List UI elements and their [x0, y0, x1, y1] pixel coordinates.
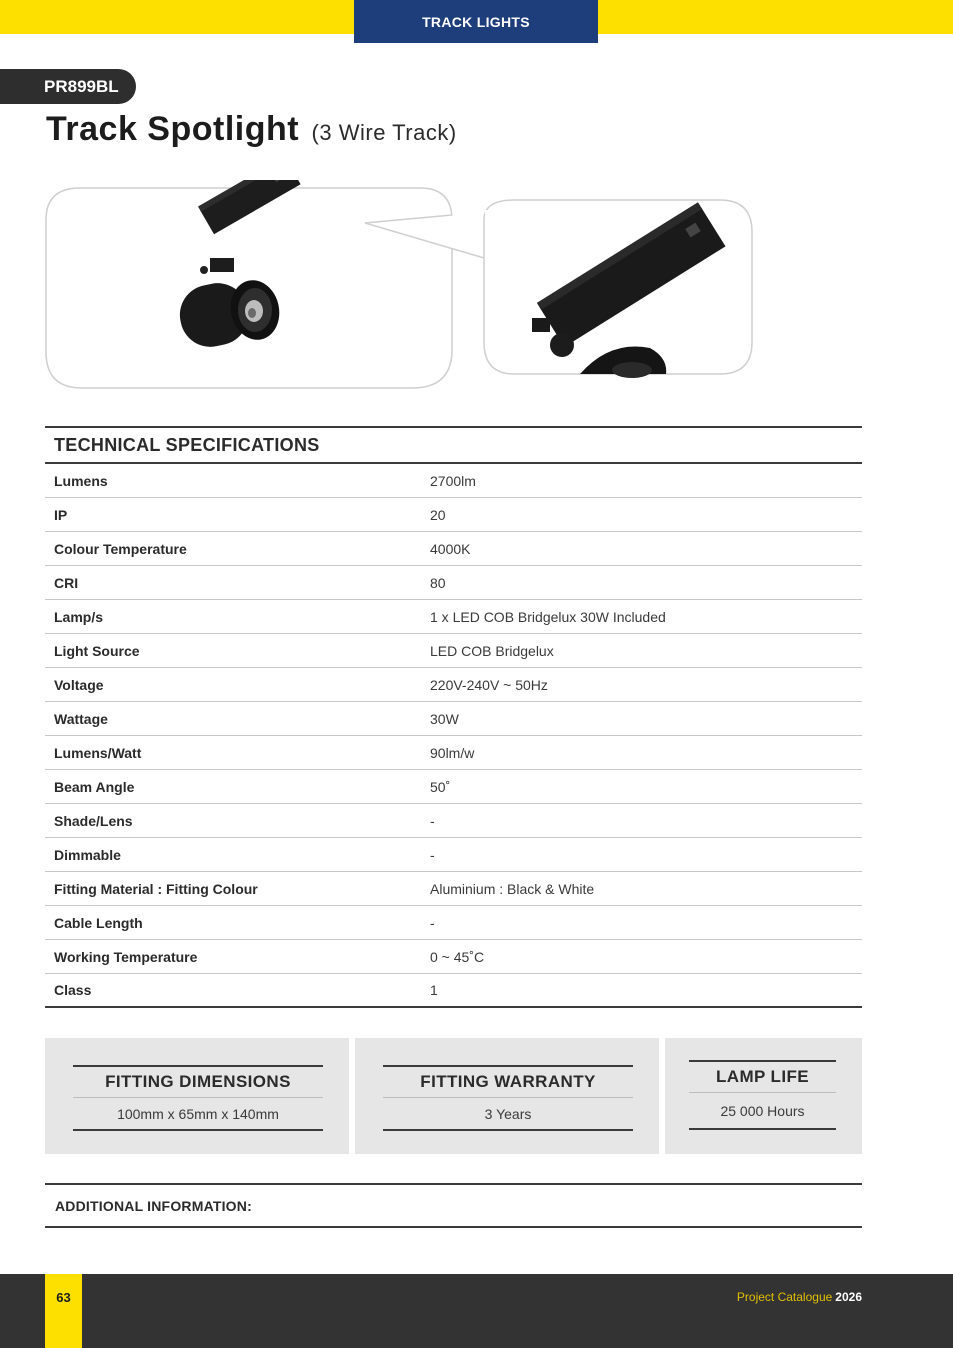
spec-label: Class [54, 982, 92, 998]
spec-value: - [430, 812, 435, 829]
spec-row [45, 702, 862, 736]
spec-row [45, 906, 862, 940]
info-boxes [45, 1038, 862, 1154]
spec-value: 90lm/w [430, 744, 475, 761]
spec-row [45, 498, 862, 532]
lamp-life-value: 25 000 Hours [689, 1093, 836, 1130]
spec-label: Lumens [54, 472, 108, 489]
spec-value: 2700lm [430, 472, 476, 489]
fitting-dimensions-title: FITTING DIMENSIONS [73, 1065, 323, 1098]
additional-information-label: ADDITIONAL INFORMATION: [45, 1183, 862, 1228]
spec-row [45, 532, 862, 566]
fitting-dimensions-value: 100mm x 65mm x 140mm [73, 1098, 323, 1131]
page-number: 63 [45, 1274, 82, 1348]
spec-label: Voltage [54, 676, 104, 693]
spec-value: 30W [430, 710, 459, 727]
fitting-dimensions-box [45, 1038, 349, 1154]
spec-label: Beam Angle [54, 778, 135, 795]
spec-value: 1 [430, 982, 438, 998]
spec-row [45, 804, 862, 838]
spec-value: LED COB Bridgelux [430, 642, 554, 659]
fitting-warranty-value: 3 Years [383, 1098, 633, 1131]
section-tab: TRACK LIGHTS [354, 0, 598, 43]
spec-label: Colour Temperature [54, 540, 187, 557]
spec-label: Light Source [54, 642, 140, 659]
page-title [46, 110, 457, 149]
lamp-life-box [665, 1038, 862, 1154]
product-photo-full [46, 180, 452, 388]
catalogue-year: 2026 [835, 1290, 862, 1304]
spec-value: 80 [430, 574, 446, 591]
spec-row [45, 974, 862, 1008]
spec-value: - [430, 846, 435, 863]
spec-label: Lumens/Watt [54, 744, 142, 761]
spec-label: Wattage [54, 710, 108, 727]
spec-row [45, 566, 862, 600]
page-footer [0, 1274, 953, 1348]
spec-label: CRI [54, 574, 79, 591]
spec-row [45, 634, 862, 668]
spec-value: Aluminium : Black & White [430, 880, 595, 897]
lamp-life-title: LAMP LIFE [689, 1060, 836, 1093]
spec-label: Cable Length [54, 914, 143, 931]
technical-specifications-table [45, 426, 862, 1008]
spec-label: IP [54, 506, 68, 523]
spec-label: Dimmable [54, 846, 121, 863]
product-photo-detail [484, 200, 752, 378]
spec-row [45, 668, 862, 702]
spec-value: - [430, 914, 435, 931]
spec-row [45, 770, 862, 804]
spec-row [45, 940, 862, 974]
spec-value: 4000K [430, 540, 471, 557]
product-code-badge: PR899BL [0, 69, 136, 104]
spec-label: Lamp/s [54, 608, 104, 625]
spec-row [45, 838, 862, 872]
spec-row [45, 600, 862, 634]
catalogue-name: Project Catalogue [736, 1290, 833, 1304]
spec-value: 0 ~ 45˚C [430, 948, 485, 965]
fitting-warranty-title: FITTING WARRANTY [383, 1065, 633, 1098]
spec-value: 50˚ [430, 778, 451, 795]
product-subtitle: (3 Wire Track) [311, 120, 457, 145]
spec-value: 1 x LED COB Bridgelux 30W Included [430, 608, 666, 625]
spec-label: Fitting Material : Fitting Colour [54, 880, 258, 897]
specs-heading: TECHNICAL SPECIFICATIONS [45, 426, 862, 464]
spec-row [45, 464, 862, 498]
spec-value: 220V-240V ~ 50Hz [430, 676, 548, 693]
spec-value: 20 [430, 506, 446, 523]
spec-label: Working Temperature [54, 948, 198, 965]
spec-label: Shade/Lens [54, 812, 133, 829]
spec-row [45, 736, 862, 770]
spec-row [45, 872, 862, 906]
fitting-warranty-box [355, 1038, 659, 1154]
catalogue-label [737, 1290, 862, 1304]
product-images [40, 180, 770, 400]
product-title: Track Spotlight [46, 110, 300, 148]
